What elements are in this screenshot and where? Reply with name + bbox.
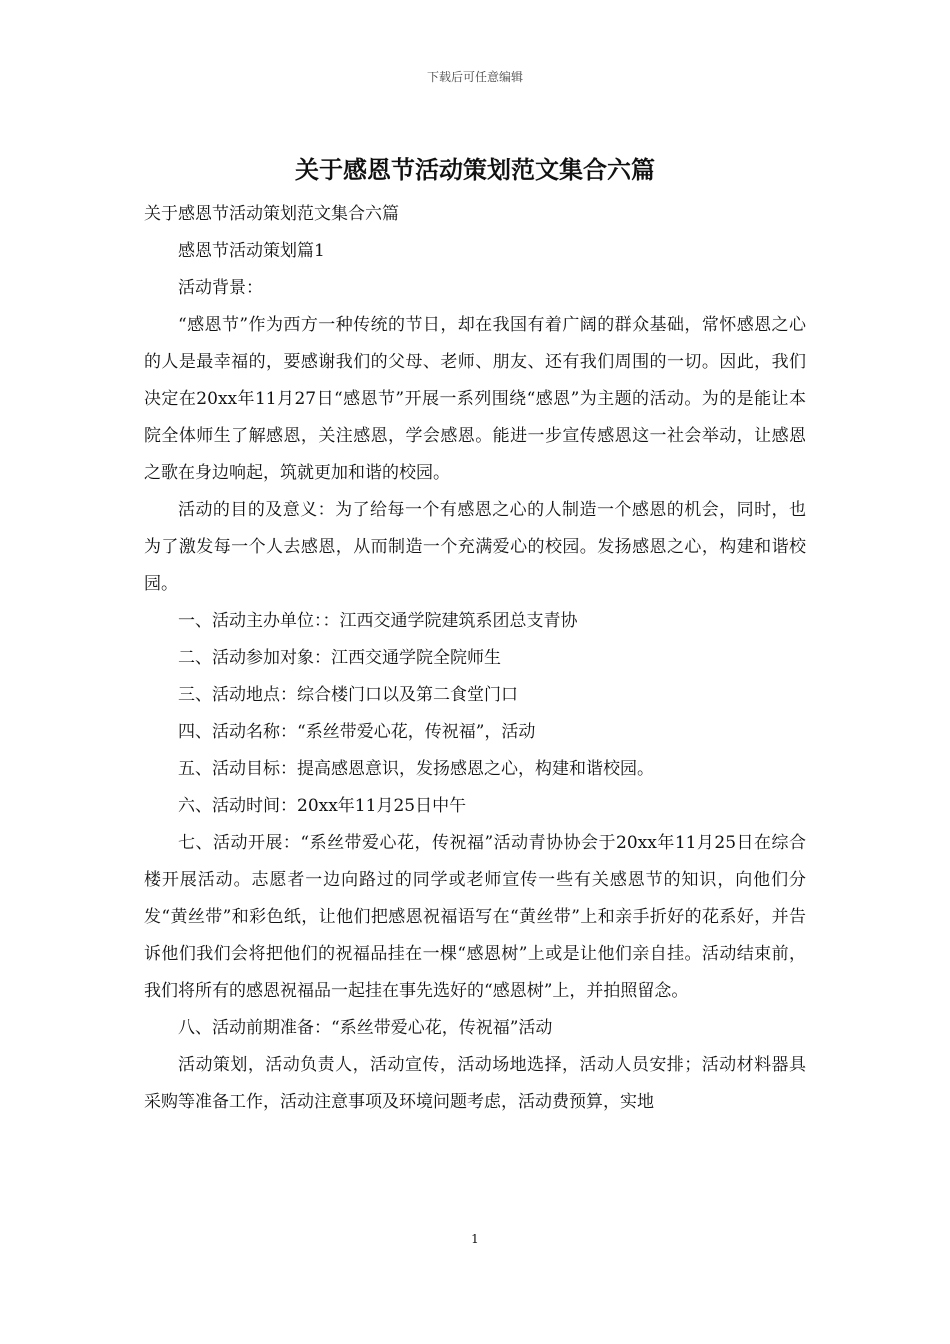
paragraph-background-label: 活动背景： xyxy=(178,278,263,298)
paragraph-purpose: 活动的目的及意义：为了给每一个有感恩之心的人制造一个感恩的机会，同时，也为了激发每一个人去感恩，从而制造一个充满爱心的校园。发扬感恩之心，构建和谐校园。 xyxy=(144,500,806,594)
paragraph-background: “感恩节”作为西方一种传统的节日，却在我国有着广阔的群众基础，常怀感恩之心的人是最幸福的，要感谢我们的父母、老师、朋友、还有我们周围的一切。因此，我们决定在20xx年11月27日“感恩节”开展一系列围绕“感恩”为主题的活动。为的是能让本院全体师生了解感恩，关注感恩，学会感恩。能进一步宣传感恩这一社会举动，让感恩之歌在身边响起，筑就更加和谐的校园。 xyxy=(144,315,806,483)
paragraph-execution: 七、活动开展：“系丝带爱心花，传祝福”活动青协协会于20xx年11月25日在综合楼开展活动。志愿者一边向路过的同学或老师宣传一些有关感恩节的知识，向他们分发“黄丝带”和彩色纸，让他们把感恩祝福语写在“黄丝带”上和亲手折好的花系好，并告诉他们我们会将把他们的祝福品挂在一棵“感恩树”上或是让他们亲自挂。活动结束前，我们将所有的感恩祝福品一起挂在事先选好的“感恩树”上，并拍照留念。 xyxy=(144,833,806,1001)
paragraph-preparation: 八、活动前期准备：“系丝带爱心花，传祝福”活动 xyxy=(178,1018,553,1038)
document-body xyxy=(144,196,806,1121)
paragraph-activity-name: 四、活动名称：“系丝带爱心花，传祝福”，活动 xyxy=(178,722,536,742)
paragraph-planning: 活动策划，活动负责人，活动宣传，活动场地选择，活动人员安排；活动材料器具采购等准备工作，活动注意事项及环境问题考虑，活动费预算，实地 xyxy=(144,1055,806,1112)
paragraph-organizer: 一、活动主办单位：：江西交通学院建筑系团总支青协 xyxy=(178,611,578,631)
document-title: 关于感恩节活动策划范文集合六篇 xyxy=(295,155,655,184)
paragraph-location: 三、活动地点：综合楼门口以及第二食堂门口 xyxy=(178,685,518,705)
paragraph-participants: 二、活动参加对象：江西交通学院全院师生 xyxy=(178,648,501,668)
header-note: 下载后可任意编辑 xyxy=(426,70,523,84)
paragraph-section-heading: 感恩节活动策划篇1 xyxy=(178,241,325,261)
paragraph-goal: 五、活动目标：提高感恩意识，发扬感恩之心，构建和谐校园。 xyxy=(178,759,654,779)
paragraph-time: 六、活动时间：20xx年11月25日中午 xyxy=(178,796,467,816)
page-number: 1 xyxy=(471,1232,479,1246)
paragraph-subtitle: 关于感恩节活动策划范文集合六篇 xyxy=(144,204,399,224)
